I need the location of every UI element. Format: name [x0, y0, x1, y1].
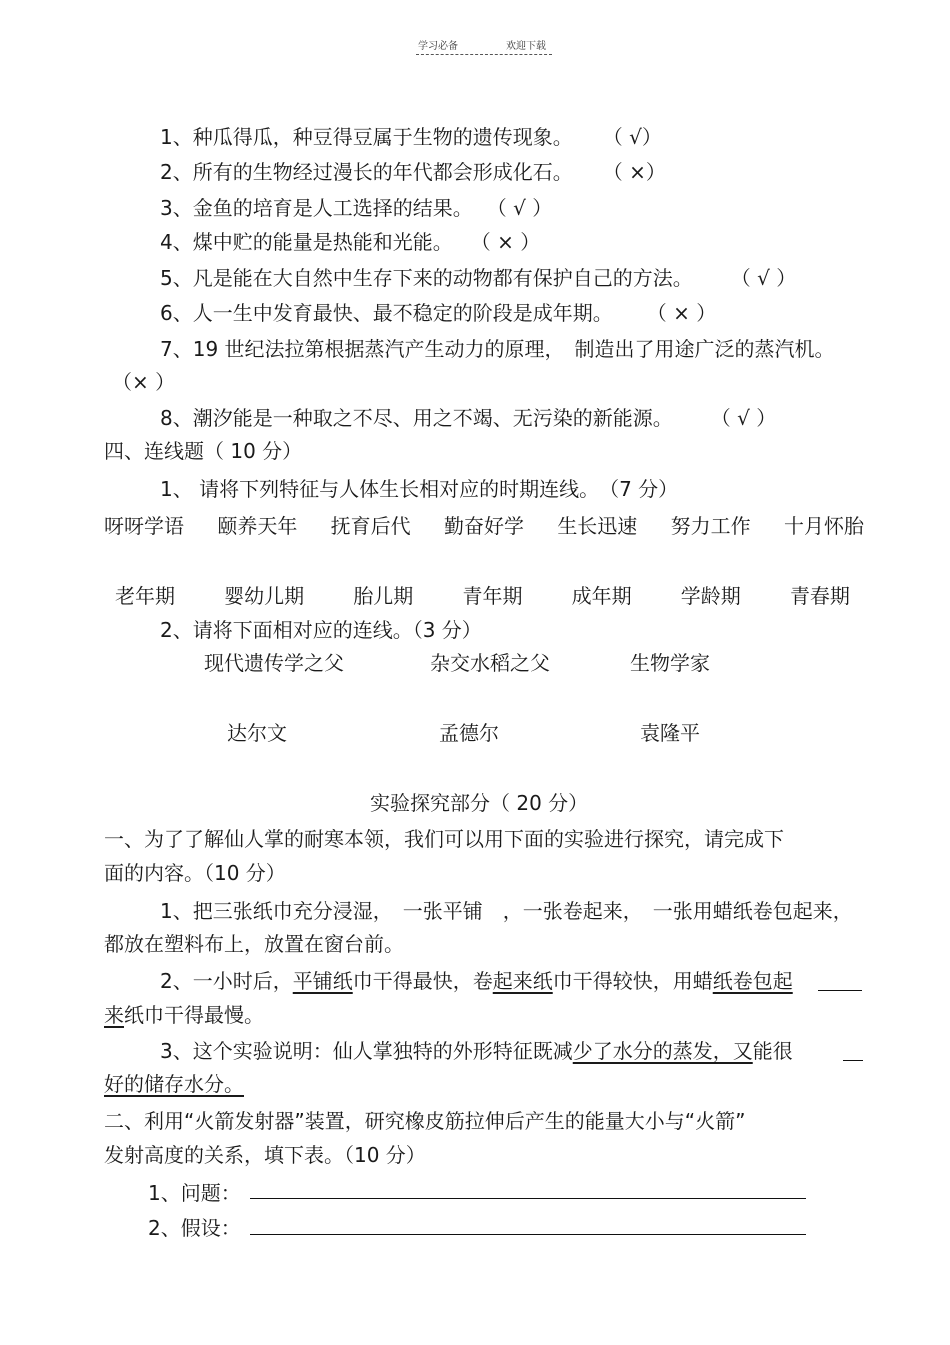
judgment-4: 4、煤中贮的能量是热能和光能。 （ × ） — [160, 230, 541, 254]
experiment-q2-line1: 二、利用“火箭发射器”装置，研究橡皮筋拉伸后产生的能量大小与“火箭” — [104, 1109, 746, 1133]
section-4-title: 四、连线题（ 10 分） — [104, 439, 303, 463]
feature-item: 呀呀学语 — [104, 514, 184, 538]
feature-item: 十月怀胎 — [783, 514, 864, 538]
period-item: 学龄期 — [680, 584, 741, 608]
step-3-blank-line — [843, 1060, 863, 1061]
title-item: 现代遗传学之父 — [204, 651, 344, 675]
step-2-line2: 来纸巾干得最慢。 — [104, 1003, 264, 1027]
judgment-6: 6、人一生中发育最快、最不稳定的阶段是成年期。 （ × ） — [160, 301, 717, 325]
judgment-7-line1: 7、19 世纪法拉第根据蒸汽产生动力的原理， 制造出了用途广泛的蒸汽机。 — [160, 337, 835, 361]
step-1-line1: 1、把三张纸巾充分浸湿， 一张平铺 ，一张卷起来， 一张用蜡纸卷包起来， — [160, 899, 853, 923]
hypothesis-answer-line[interactable] — [250, 1234, 806, 1235]
page-header — [416, 37, 552, 57]
step-1-line2: 都放在塑料布上，放置在窗台前。 — [104, 932, 404, 956]
period-item: 青年期 — [462, 584, 523, 608]
person-item: 达尔文 — [227, 721, 287, 745]
step-2-blank-line — [818, 990, 862, 991]
title-item: 生物学家 — [630, 651, 710, 675]
feature-item: 生长迅速 — [557, 514, 638, 538]
question-field-label: 1、问题： — [148, 1181, 241, 1205]
step-2-line1: 2、一小时后，平铺纸巾干得最快，卷起来纸巾干得较快，用蜡纸卷包起 — [160, 969, 793, 993]
judgment-5: 5、凡是能在大自然中生存下来的动物都有保护自己的方法。 （ √ ） — [160, 266, 797, 290]
feature-item: 颐养天年 — [217, 514, 298, 538]
judgment-2: 2、所有的生物经过漫长的年代都会形成化石。 （ ×） — [160, 160, 666, 184]
period-item: 成年期 — [571, 584, 632, 608]
title-item: 杂交水稻之父 — [430, 651, 550, 675]
header-left: 学习必备 — [418, 41, 458, 52]
feature-item: 抚育后代 — [330, 514, 411, 538]
person-item: 袁隆平 — [640, 721, 700, 745]
hypothesis-field-label: 2、假设： — [148, 1216, 241, 1240]
step-3-line1: 3、这个实验说明：仙人掌独特的外形特征既减少了水分的蒸发，又能很 — [160, 1039, 793, 1063]
header-right: 欢迎下载 — [506, 41, 546, 52]
period-row — [115, 580, 850, 609]
matching-question-1: 1、 请将下列特征与人体生长相对应的时期连线。 （7 分） — [160, 477, 679, 501]
experiment-q1-line2: 面的内容。（10 分） — [104, 861, 286, 885]
experiment-title: 实验探究部分（ 20 分） — [370, 791, 589, 815]
period-item: 老年期 — [115, 584, 175, 608]
matching-question-2: 2、请将下面相对应的连线。（3 分） — [160, 618, 482, 642]
question-answer-line[interactable] — [250, 1198, 806, 1199]
feature-item: 勤奋好学 — [443, 514, 524, 538]
judgment-8: 8、潮汐能是一种取之不尽、用之不竭、无污染的新能源。 （ √ ） — [160, 406, 777, 430]
judgment-7-line2: （× ） — [112, 370, 176, 394]
feature-row — [104, 510, 864, 539]
period-item: 胎儿期 — [353, 584, 414, 608]
period-item: 青春期 — [789, 584, 850, 608]
person-item: 孟德尔 — [439, 721, 499, 745]
header-divider — [416, 54, 552, 55]
period-item: 婴幼儿期 — [224, 584, 305, 608]
experiment-q2-line2: 发射高度的关系，填下表。（10 分） — [104, 1143, 426, 1167]
step-3-line2: 好的储存水分。 — [104, 1072, 244, 1096]
feature-item: 努力工作 — [670, 514, 751, 538]
judgment-3: 3、金鱼的培育是人工选择的结果。 （ √ ） — [160, 196, 553, 220]
judgment-1: 1、种瓜得瓜，种豆得豆属于生物的遗传现象。 （ √） — [160, 125, 662, 149]
experiment-q1-line1: 一、为了了解仙人掌的耐寒本领，我们可以用下面的实验进行探究，请完成下 — [104, 827, 784, 851]
